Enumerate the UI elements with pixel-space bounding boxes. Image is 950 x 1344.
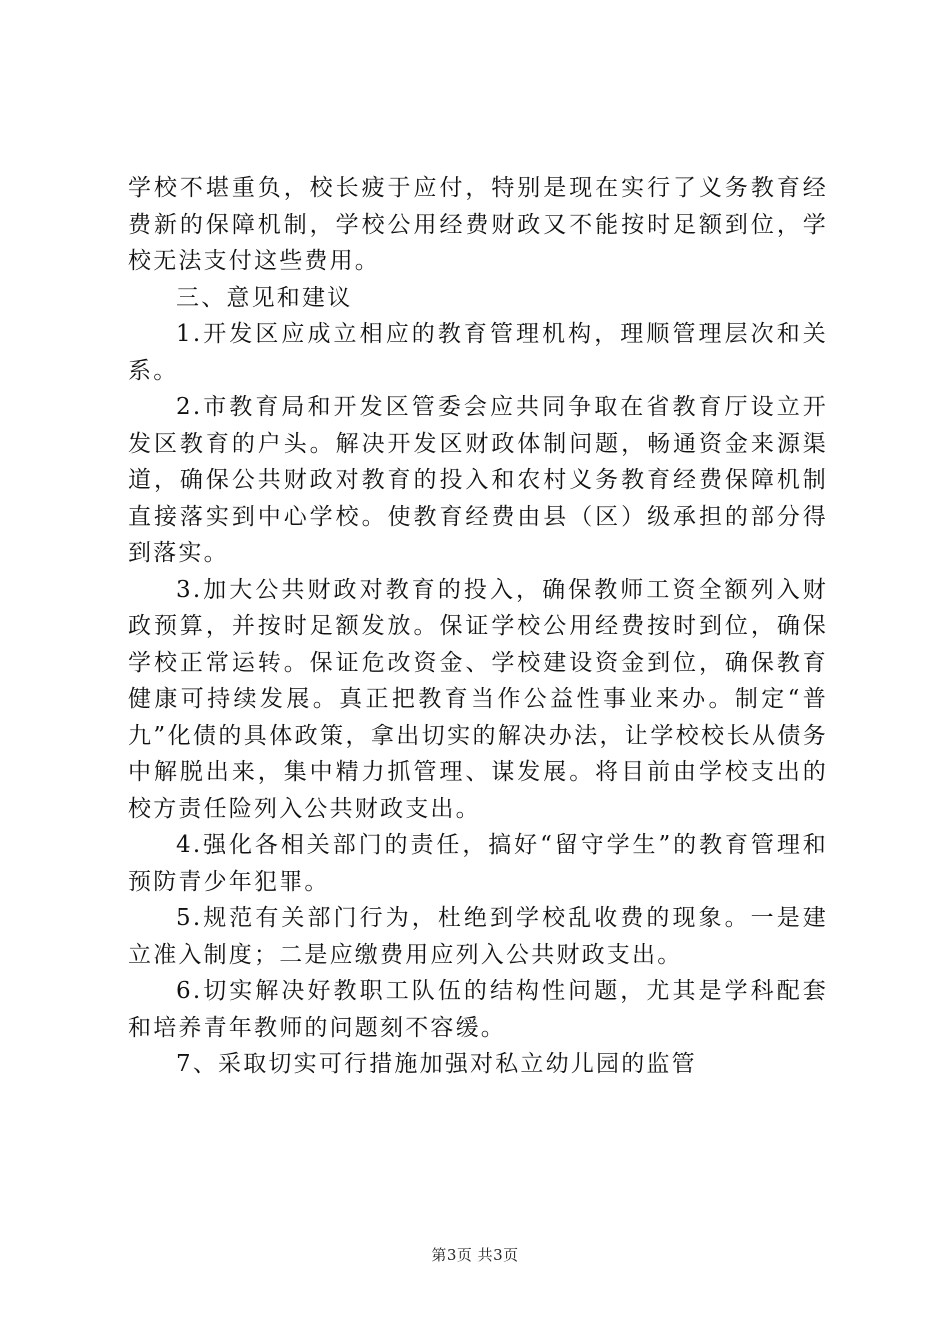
suggestion-item-4: 4.强化各相关部门的责任，搞好“留守学生”的教育管理和预防青少年犯罪。 — [128, 832, 828, 895]
paragraph-continuation: 学校不堪重负，校长疲于应付，特别是现在实行了义务教育经费新的保障机制，学校公用经费财政又不能按时足额到位，学校无法支付这些费用。 — [128, 175, 828, 274]
page-number-footer: 第3页 共3页 — [431, 1246, 519, 1264]
suggestion-item-2: 2.市教育局和开发区管委会应共同争取在省教育厅设立开发区教育的户头。解决开发区财政体制问题，畅通资金来源渠道，确保公共财政对教育的投入和农村义务教育经费保障机制直接落实到中心学校。使教育经费由县（区）级承担的部分得到落实。 — [128, 394, 828, 566]
document-body — [128, 170, 828, 1083]
suggestion-item-1: 1.开发区应成立相应的教育管理机构，理顺管理层次和关系。 — [128, 321, 828, 384]
suggestion-item-3: 3.加大公共财政对教育的投入，确保教师工资全额列入财政预算，并按时足额发放。保证学校公用经费按时到位，确保学校正常运转。保证危改资金、学校建设资金到位，确保教育健康可持续发展。真正把教育当作公益性事业来办。制定“普九”化债的具体政策，拿出切实的解决办法，让学校校长从债务中解脱出来，集中精力抓管理、谋发展。将目前由学校支出的校方责任险列入公共财政支出。 — [128, 576, 828, 822]
section-heading-suggestions: 三、意见和建议 — [176, 284, 353, 311]
suggestion-item-5: 5.规范有关部门行为，杜绝到学校乱收费的现象。一是建立准入制度；二是应缴费用应列入公共财政支出。 — [128, 905, 828, 968]
suggestion-item-7: 7、采取切实可行措施加强对私立幼儿园的监管 — [176, 1051, 697, 1077]
suggestion-item-6: 6.切实解决好教职工队伍的结构性问题，尤其是学科配套和培养青年教师的问题刻不容缓。 — [128, 978, 828, 1041]
